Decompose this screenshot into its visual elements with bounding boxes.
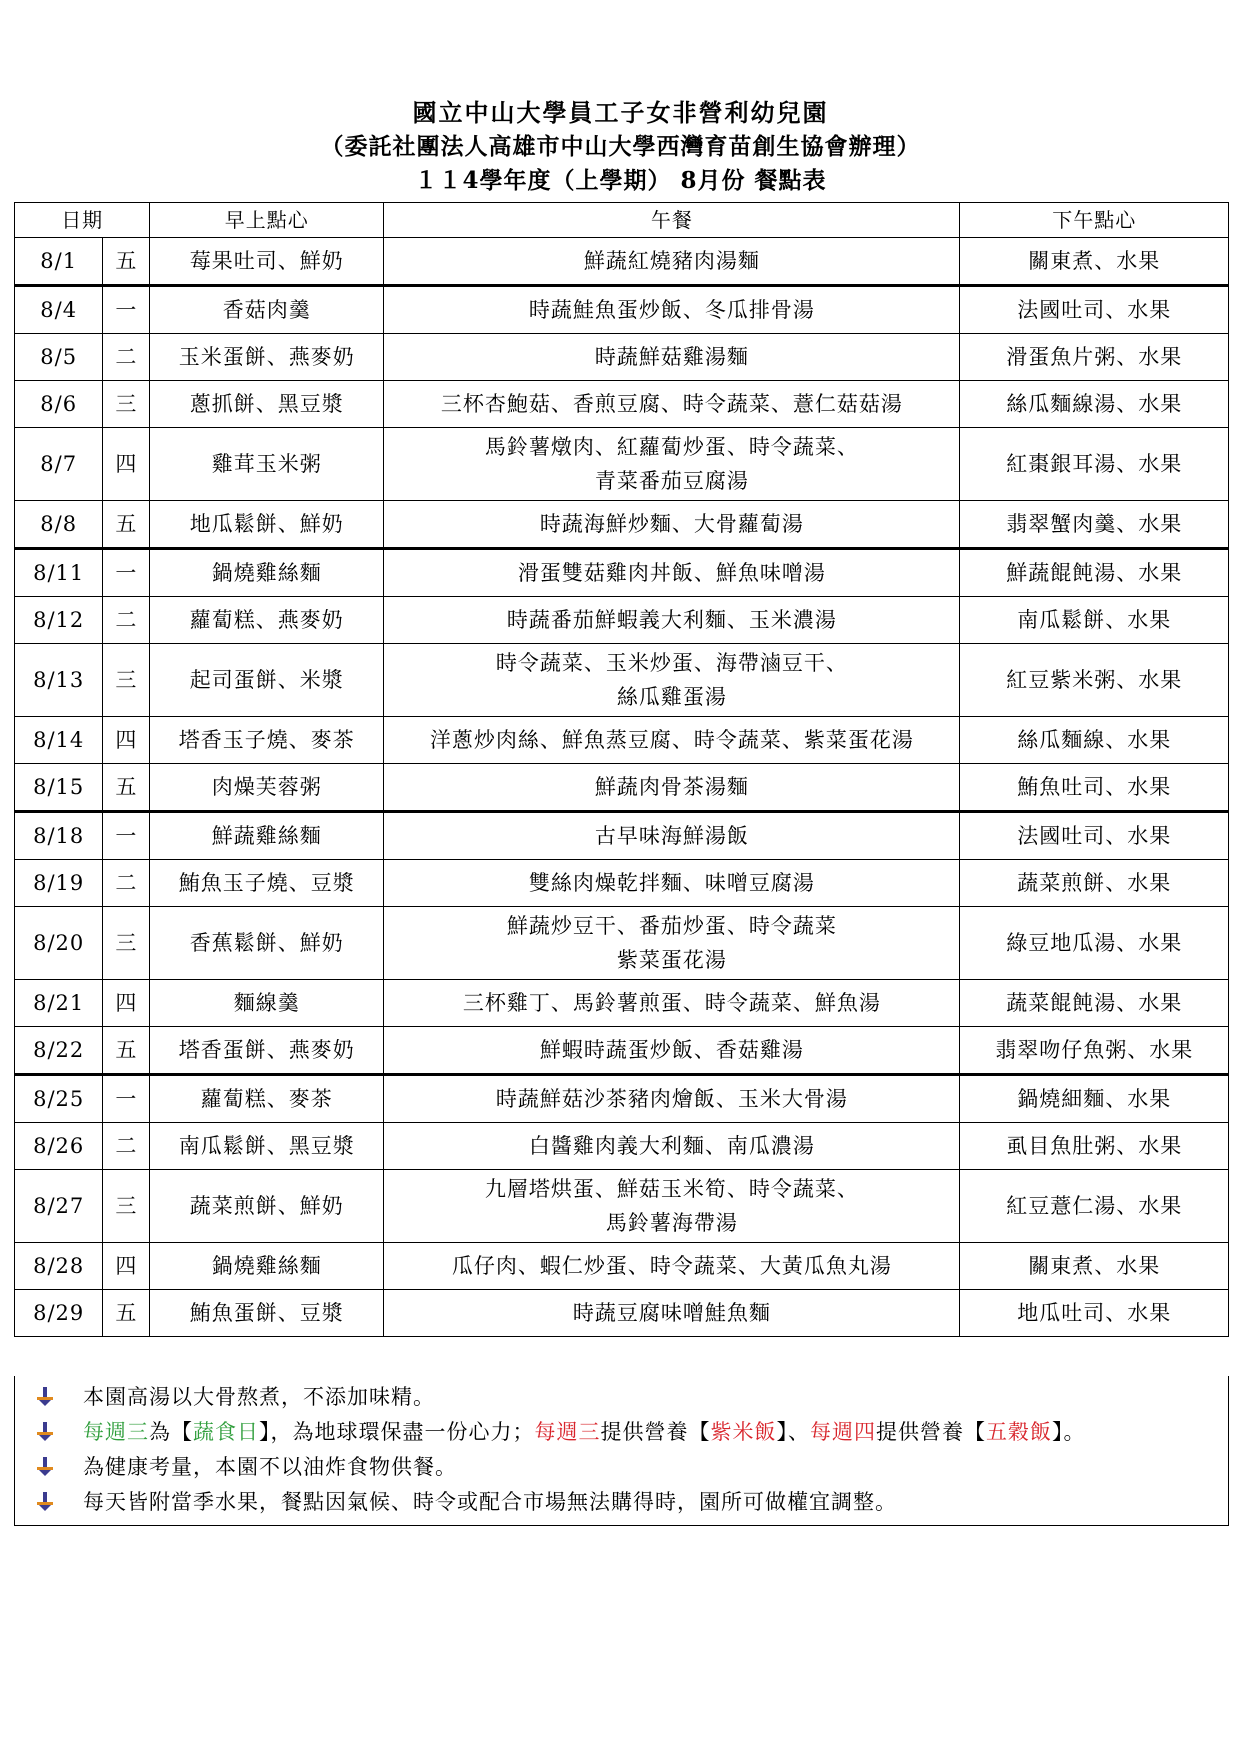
cell-date: 8/6 bbox=[15, 381, 103, 428]
table-row bbox=[15, 381, 1229, 428]
cell-morning-snack: 蔥抓餅、黑豆漿 bbox=[150, 381, 384, 428]
arrow-down-bullet-icon bbox=[35, 1421, 55, 1441]
lunch-line: 瓜仔肉、蝦仁炒蛋、時令蔬菜、大黃瓜魚丸湯 bbox=[451, 1254, 892, 1278]
cell-weekday: 五 bbox=[103, 764, 150, 812]
table-row bbox=[15, 286, 1229, 334]
cell-date: 8/12 bbox=[15, 597, 103, 644]
note-grain-rice: 五穀飯 bbox=[986, 1420, 1052, 1444]
cell-weekday: 一 bbox=[103, 286, 150, 334]
cell-afternoon-snack: 蔬菜煎餅、水果 bbox=[960, 860, 1229, 907]
cell-morning-snack: 鮪魚玉子燒、豆漿 bbox=[150, 860, 384, 907]
cell-date: 8/18 bbox=[15, 812, 103, 860]
lunch-line: 絲瓜雞蛋湯 bbox=[616, 685, 727, 709]
cell-lunch bbox=[384, 501, 960, 549]
cell-date: 8/4 bbox=[15, 286, 103, 334]
cell-afternoon-snack: 地瓜吐司、水果 bbox=[960, 1290, 1229, 1337]
lunch-line: 三杯杏鮑菇、香煎豆腐、時令蔬菜、薏仁菇菇湯 bbox=[440, 392, 903, 416]
arrow-down-bullet-icon bbox=[35, 1491, 55, 1511]
lunch-line: 時令蔬菜、玉米炒蛋、海帶滷豆干、 bbox=[495, 651, 848, 675]
arrow-down-bullet-icon bbox=[35, 1456, 55, 1476]
cell-afternoon-snack: 鮪魚吐司、水果 bbox=[960, 764, 1229, 812]
cell-weekday: 二 bbox=[103, 1123, 150, 1170]
note-thu-label: 每週四 bbox=[810, 1420, 876, 1444]
table-row bbox=[15, 1123, 1229, 1170]
lunch-line: 時蔬鮮菇雞湯麵 bbox=[594, 345, 749, 369]
cell-morning-snack: 肉燥芙蓉粥 bbox=[150, 764, 384, 812]
cell-date: 8/25 bbox=[15, 1075, 103, 1123]
cell-lunch bbox=[384, 764, 960, 812]
cell-weekday: 一 bbox=[103, 549, 150, 597]
lunch-line: 白醬雞肉義大利麵、南瓜濃湯 bbox=[528, 1134, 815, 1158]
cell-afternoon-snack: 關東煮、水果 bbox=[960, 238, 1229, 286]
cell-morning-snack: 蘿蔔糕、麥茶 bbox=[150, 1075, 384, 1123]
table-row bbox=[15, 907, 1229, 980]
lunch-line: 古早味海鮮湯飯 bbox=[594, 824, 749, 848]
lunch-line: 雙絲肉燥乾拌麵、味噌豆腐湯 bbox=[528, 871, 815, 895]
cell-afternoon-snack: 綠豆地瓜湯、水果 bbox=[960, 907, 1229, 980]
cell-date: 8/28 bbox=[15, 1243, 103, 1290]
cell-weekday: 四 bbox=[103, 717, 150, 764]
cell-date: 8/29 bbox=[15, 1290, 103, 1337]
cell-weekday: 四 bbox=[103, 1243, 150, 1290]
cell-date: 8/5 bbox=[15, 334, 103, 381]
table-row bbox=[15, 501, 1229, 549]
cell-afternoon-snack: 法國吐司、水果 bbox=[960, 286, 1229, 334]
cell-weekday: 五 bbox=[103, 1027, 150, 1075]
cell-morning-snack: 鍋燒雞絲麵 bbox=[150, 549, 384, 597]
cell-weekday: 一 bbox=[103, 812, 150, 860]
note-text: 為健康考量，本園不以油炸食物供餐。 bbox=[83, 1455, 457, 1479]
note-wed-label: 每週三 bbox=[83, 1420, 149, 1444]
cell-weekday: 三 bbox=[103, 381, 150, 428]
cell-afternoon-snack: 紅豆薏仁湯、水果 bbox=[960, 1170, 1229, 1243]
lunch-line: 時蔬鮮菇沙茶豬肉燴飯、玉米大骨湯 bbox=[495, 1087, 848, 1111]
cell-weekday: 二 bbox=[103, 597, 150, 644]
cell-date: 8/27 bbox=[15, 1170, 103, 1243]
cell-lunch bbox=[384, 644, 960, 717]
cell-lunch bbox=[384, 717, 960, 764]
table-row bbox=[15, 764, 1229, 812]
lunch-line: 鮮蔬炒豆干、番茄炒蛋、時令蔬菜 bbox=[506, 914, 837, 938]
cell-morning-snack: 鮮蔬雞絲麵 bbox=[150, 812, 384, 860]
lunch-line: 鮮蔬紅燒豬肉湯麵 bbox=[583, 249, 760, 273]
cell-lunch bbox=[384, 1170, 960, 1243]
cell-afternoon-snack: 南瓜鬆餅、水果 bbox=[960, 597, 1229, 644]
cell-date: 8/1 bbox=[15, 238, 103, 286]
cell-afternoon-snack: 翡翠蟹肉羹、水果 bbox=[960, 501, 1229, 549]
table-row bbox=[15, 1027, 1229, 1075]
lunch-line: 馬鈴薯燉肉、紅蘿蔔炒蛋、時令蔬菜、 bbox=[484, 435, 859, 459]
table-row bbox=[15, 644, 1229, 717]
cell-weekday: 二 bbox=[103, 334, 150, 381]
note-veg-day: 蔬食日 bbox=[193, 1420, 259, 1444]
cell-date: 8/21 bbox=[15, 980, 103, 1027]
cell-afternoon-snack: 翡翠吻仔魚粥、水果 bbox=[960, 1027, 1229, 1075]
meal-table bbox=[14, 202, 1229, 1337]
cell-weekday: 五 bbox=[103, 1290, 150, 1337]
note-item bbox=[35, 1415, 1086, 1449]
table-row bbox=[15, 1243, 1229, 1290]
note-text: 提供營養【 bbox=[600, 1420, 711, 1444]
note-wed-label-red: 每週三 bbox=[534, 1420, 601, 1444]
note-purple-rice: 紫米飯 bbox=[710, 1420, 777, 1444]
term-line: １１4學年度（上學期） 8月份 餐點表 bbox=[414, 167, 827, 194]
lunch-line: 時蔬豆腐味噌鮭魚麵 bbox=[572, 1301, 771, 1325]
table-body bbox=[15, 238, 1229, 1337]
lunch-line: 馬鈴薯海帶湯 bbox=[605, 1211, 738, 1235]
cell-afternoon-snack: 蔬菜餛飩湯、水果 bbox=[960, 980, 1229, 1027]
cell-afternoon-snack: 鮮蔬餛飩湯、水果 bbox=[960, 549, 1229, 597]
header-morning: 早上點心 bbox=[150, 203, 384, 238]
note-item bbox=[35, 1450, 457, 1484]
table-row bbox=[15, 1290, 1229, 1337]
cell-morning-snack: 莓果吐司、鮮奶 bbox=[150, 238, 384, 286]
cell-afternoon-snack: 虱目魚肚粥、水果 bbox=[960, 1123, 1229, 1170]
cell-morning-snack: 香菇肉羹 bbox=[150, 286, 384, 334]
note-text: 】。 bbox=[1052, 1420, 1086, 1444]
table-row bbox=[15, 860, 1229, 907]
lunch-line: 時蔬海鮮炒麵、大骨蘿蔔湯 bbox=[539, 512, 804, 536]
note-text: 】，為地球環保盡一份心力； bbox=[259, 1420, 535, 1444]
cell-morning-snack: 香蕉鬆餅、鮮奶 bbox=[150, 907, 384, 980]
cell-morning-snack: 塔香玉子燒、麥茶 bbox=[150, 717, 384, 764]
note-item bbox=[35, 1485, 897, 1519]
cell-weekday: 五 bbox=[103, 501, 150, 549]
cell-afternoon-snack: 法國吐司、水果 bbox=[960, 812, 1229, 860]
cell-morning-snack: 麵線羹 bbox=[150, 980, 384, 1027]
cell-afternoon-snack: 紅棗銀耳湯、水果 bbox=[960, 428, 1229, 501]
cell-lunch bbox=[384, 1075, 960, 1123]
cell-afternoon-snack: 絲瓜麵線、水果 bbox=[960, 717, 1229, 764]
lunch-line: 滑蛋雙菇雞肉丼飯、鮮魚味噌湯 bbox=[517, 561, 826, 585]
lunch-line: 三杯雞丁、馬鈴薯煎蛋、時令蔬菜、鮮魚湯 bbox=[462, 991, 881, 1015]
cell-date: 8/15 bbox=[15, 764, 103, 812]
table-row bbox=[15, 1075, 1229, 1123]
table-row bbox=[15, 334, 1229, 381]
cell-lunch bbox=[384, 381, 960, 428]
lunch-line: 洋蔥炒肉絲、鮮魚蒸豆腐、時令蔬菜、紫菜蛋花湯 bbox=[429, 728, 914, 752]
cell-lunch bbox=[384, 1290, 960, 1337]
cell-lunch bbox=[384, 286, 960, 334]
cell-lunch bbox=[384, 1027, 960, 1075]
cell-lunch bbox=[384, 907, 960, 980]
cell-date: 8/22 bbox=[15, 1027, 103, 1075]
cell-afternoon-snack: 絲瓜麵線湯、水果 bbox=[960, 381, 1229, 428]
table-row bbox=[15, 1170, 1229, 1243]
cell-afternoon-snack: 鍋燒細麵、水果 bbox=[960, 1075, 1229, 1123]
cell-morning-snack: 蔬菜煎餅、鮮奶 bbox=[150, 1170, 384, 1243]
cell-morning-snack: 南瓜鬆餅、黑豆漿 bbox=[150, 1123, 384, 1170]
header-date: 日期 bbox=[15, 203, 150, 238]
cell-lunch bbox=[384, 334, 960, 381]
cell-weekday: 一 bbox=[103, 1075, 150, 1123]
cell-weekday: 四 bbox=[103, 980, 150, 1027]
cell-date: 8/8 bbox=[15, 501, 103, 549]
notes-section bbox=[14, 1376, 1229, 1526]
lunch-line: 鮮蝦時蔬蛋炒飯、香菇雞湯 bbox=[539, 1038, 804, 1062]
cell-afternoon-snack: 關東煮、水果 bbox=[960, 1243, 1229, 1290]
cell-lunch bbox=[384, 860, 960, 907]
header-afternoon: 下午點心 bbox=[960, 203, 1229, 238]
cell-weekday: 二 bbox=[103, 860, 150, 907]
table-row bbox=[15, 597, 1229, 644]
lunch-line: 鮮蔬肉骨茶湯麵 bbox=[594, 775, 749, 799]
cell-date: 8/19 bbox=[15, 860, 103, 907]
note-text: 每天皆附當季水果，餐點因氣候、時令或配合市場無法購得時，園所可做權宜調整。 bbox=[83, 1490, 897, 1514]
cell-lunch bbox=[384, 238, 960, 286]
note-text: 提供營養【 bbox=[876, 1420, 986, 1444]
lunch-line: 九層塔烘蛋、鮮菇玉米筍、時令蔬菜、 bbox=[484, 1177, 859, 1201]
cell-morning-snack: 雞茸玉米粥 bbox=[150, 428, 384, 501]
cell-morning-snack: 起司蛋餅、米漿 bbox=[150, 644, 384, 717]
cell-morning-snack: 鍋燒雞絲麵 bbox=[150, 1243, 384, 1290]
cell-lunch bbox=[384, 549, 960, 597]
page-title: 國立中山大學員工子女非營利幼兒園 bbox=[412, 98, 829, 127]
cell-morning-snack: 蘿蔔糕、燕麥奶 bbox=[150, 597, 384, 644]
cell-lunch bbox=[384, 1243, 960, 1290]
cell-lunch bbox=[384, 597, 960, 644]
cell-lunch bbox=[384, 812, 960, 860]
cell-weekday: 四 bbox=[103, 428, 150, 501]
cell-lunch bbox=[384, 980, 960, 1027]
cell-morning-snack: 玉米蛋餅、燕麥奶 bbox=[150, 334, 384, 381]
table-row bbox=[15, 238, 1229, 286]
cell-weekday: 三 bbox=[103, 644, 150, 717]
cell-afternoon-snack: 紅豆紫米粥、水果 bbox=[960, 644, 1229, 717]
note-text: 本園高湯以大骨熬煮，不添加味精。 bbox=[83, 1385, 435, 1409]
cell-morning-snack: 鮪魚蛋餅、豆漿 bbox=[150, 1290, 384, 1337]
cell-date: 8/13 bbox=[15, 644, 103, 717]
cell-weekday: 五 bbox=[103, 238, 150, 286]
table-row bbox=[15, 549, 1229, 597]
table-header-row bbox=[15, 203, 1229, 238]
cell-lunch bbox=[384, 428, 960, 501]
table-row bbox=[15, 717, 1229, 764]
cell-date: 8/14 bbox=[15, 717, 103, 764]
lunch-line: 時蔬鮭魚蛋炒飯、冬瓜排骨湯 bbox=[528, 298, 815, 322]
table-row bbox=[15, 812, 1229, 860]
table-row bbox=[15, 980, 1229, 1027]
cell-date: 8/11 bbox=[15, 549, 103, 597]
lunch-line: 紫菜蛋花湯 bbox=[616, 948, 727, 972]
table-row bbox=[15, 428, 1229, 501]
note-text: 】、 bbox=[776, 1420, 810, 1444]
arrow-down-bullet-icon bbox=[35, 1386, 55, 1406]
cell-date: 8/7 bbox=[15, 428, 103, 501]
lunch-line: 青菜番茄豆腐湯 bbox=[594, 469, 749, 493]
lunch-line: 時蔬番茄鮮蝦義大利麵、玉米濃湯 bbox=[506, 608, 837, 632]
cell-weekday: 三 bbox=[103, 1170, 150, 1243]
cell-date: 8/26 bbox=[15, 1123, 103, 1170]
cell-afternoon-snack: 滑蛋魚片粥、水果 bbox=[960, 334, 1229, 381]
cell-weekday: 三 bbox=[103, 907, 150, 980]
cell-morning-snack: 地瓜鬆餅、鮮奶 bbox=[150, 501, 384, 549]
cell-lunch bbox=[384, 1123, 960, 1170]
note-text: 為【 bbox=[149, 1420, 193, 1444]
note-item bbox=[35, 1380, 435, 1414]
cell-date: 8/20 bbox=[15, 907, 103, 980]
cell-morning-snack: 塔香蛋餅、燕麥奶 bbox=[150, 1027, 384, 1075]
header-lunch: 午餐 bbox=[384, 203, 960, 238]
page-subtitle: （委託社團法人高雄市中山大學西灣育苗創生協會辦理） bbox=[320, 133, 921, 160]
